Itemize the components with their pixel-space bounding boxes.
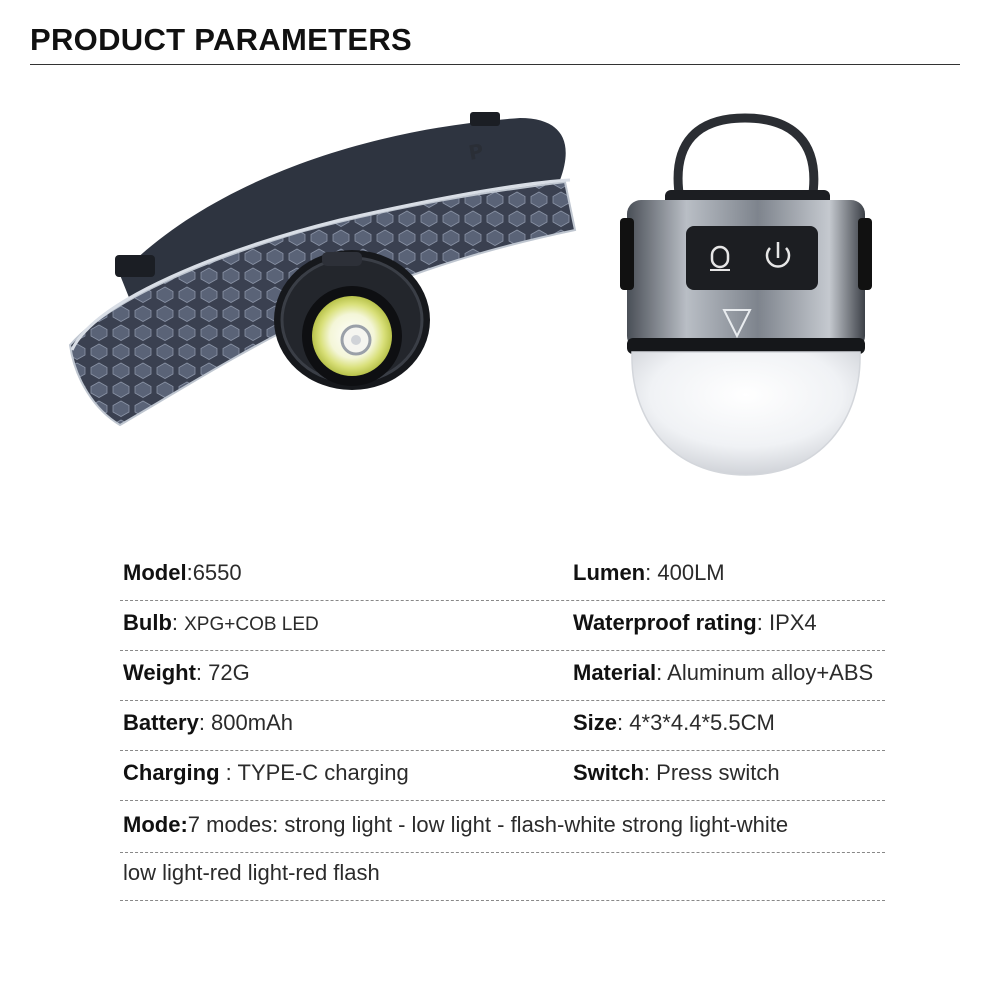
spec-row-model-lumen <box>120 550 885 601</box>
spec-charging <box>123 760 409 786</box>
spec-charging-label: Charging <box>123 760 220 785</box>
spec-waterproof-label: Waterproof rating <box>573 610 757 635</box>
spec-switch <box>573 760 780 786</box>
lantern-hook <box>678 118 814 200</box>
spec-model-value: 6550 <box>192 560 242 585</box>
spec-lumen-label: Lumen <box>573 560 646 585</box>
spec-material-label: Material <box>573 660 657 685</box>
spec-model-label: Model <box>123 560 187 585</box>
spec-bulb-label: Bulb <box>123 610 172 635</box>
headlamp-image <box>70 112 575 425</box>
spec-mode-value: 7 modes: strong light - low light - flash-white strong light-white <box>187 812 789 837</box>
spec-weight-label: Weight <box>123 660 196 685</box>
spec-row-bulb-waterproof <box>120 600 885 651</box>
lantern-image <box>620 118 872 475</box>
product-images <box>0 80 1000 510</box>
band-clip-left <box>115 255 155 277</box>
spec-waterproof <box>573 610 817 636</box>
spec-bulb <box>123 610 319 636</box>
spec-size-sep: : <box>617 710 630 735</box>
spec-weight-sep: : <box>195 660 209 685</box>
spec-size-label: Size <box>573 710 618 735</box>
spec-material-value: Aluminum alloy+ABS <box>667 660 874 685</box>
spec-size <box>573 710 775 736</box>
spec-switch-sep: : <box>643 760 657 785</box>
spec-waterproof-value: IPX4 <box>768 610 817 635</box>
spec-battery <box>123 710 293 736</box>
page-title: PRODUCT PARAMETERS <box>30 22 413 57</box>
lantern-diffuser-dome <box>632 352 860 475</box>
spec-mode <box>123 812 788 838</box>
spec-switch-value: Press switch <box>656 760 780 785</box>
spec-charging-sep: : <box>219 760 238 785</box>
spec-lumen-value: 400LM <box>657 560 725 585</box>
spec-bulb-sep: : <box>171 610 185 635</box>
spec-switch-label: Switch <box>573 760 644 785</box>
spec-row-charging-switch <box>120 750 885 801</box>
headlamp-head <box>274 250 430 390</box>
spec-mode-label: Mode: <box>123 812 188 837</box>
spec-material-sep: : <box>656 660 668 685</box>
band-clip-right <box>470 112 500 126</box>
title-divider <box>30 64 960 65</box>
spec-size-value: 4*3*4.4*5.5CM <box>629 710 775 735</box>
spec-row-mode-continued <box>120 850 885 901</box>
spec-row-mode <box>120 802 885 853</box>
spec-mode-continuation: low light-red light-red flash <box>123 860 380 885</box>
spec-battery-sep: : <box>198 710 212 735</box>
spec-material <box>573 660 873 686</box>
spec-model <box>123 560 242 586</box>
spec-charging-value: TYPE-C charging <box>237 760 409 785</box>
spec-row-weight-material <box>120 650 885 701</box>
spec-model-sep: : <box>186 560 193 585</box>
spec-lumen-sep: : <box>645 560 658 585</box>
lantern-button-panel <box>686 226 818 290</box>
spec-weight-value: 72G <box>208 660 250 685</box>
spec-weight <box>123 660 250 686</box>
svg-text:P: P <box>466 138 486 165</box>
spec-battery-value: 800mAh <box>211 710 293 735</box>
spec-bulb-value: XPG+COB LED <box>184 614 319 635</box>
spec-waterproof-sep: : <box>756 610 769 635</box>
spec-lumen <box>573 560 725 586</box>
spec-row-battery-size <box>120 700 885 751</box>
spec-battery-label: Battery <box>123 710 199 735</box>
